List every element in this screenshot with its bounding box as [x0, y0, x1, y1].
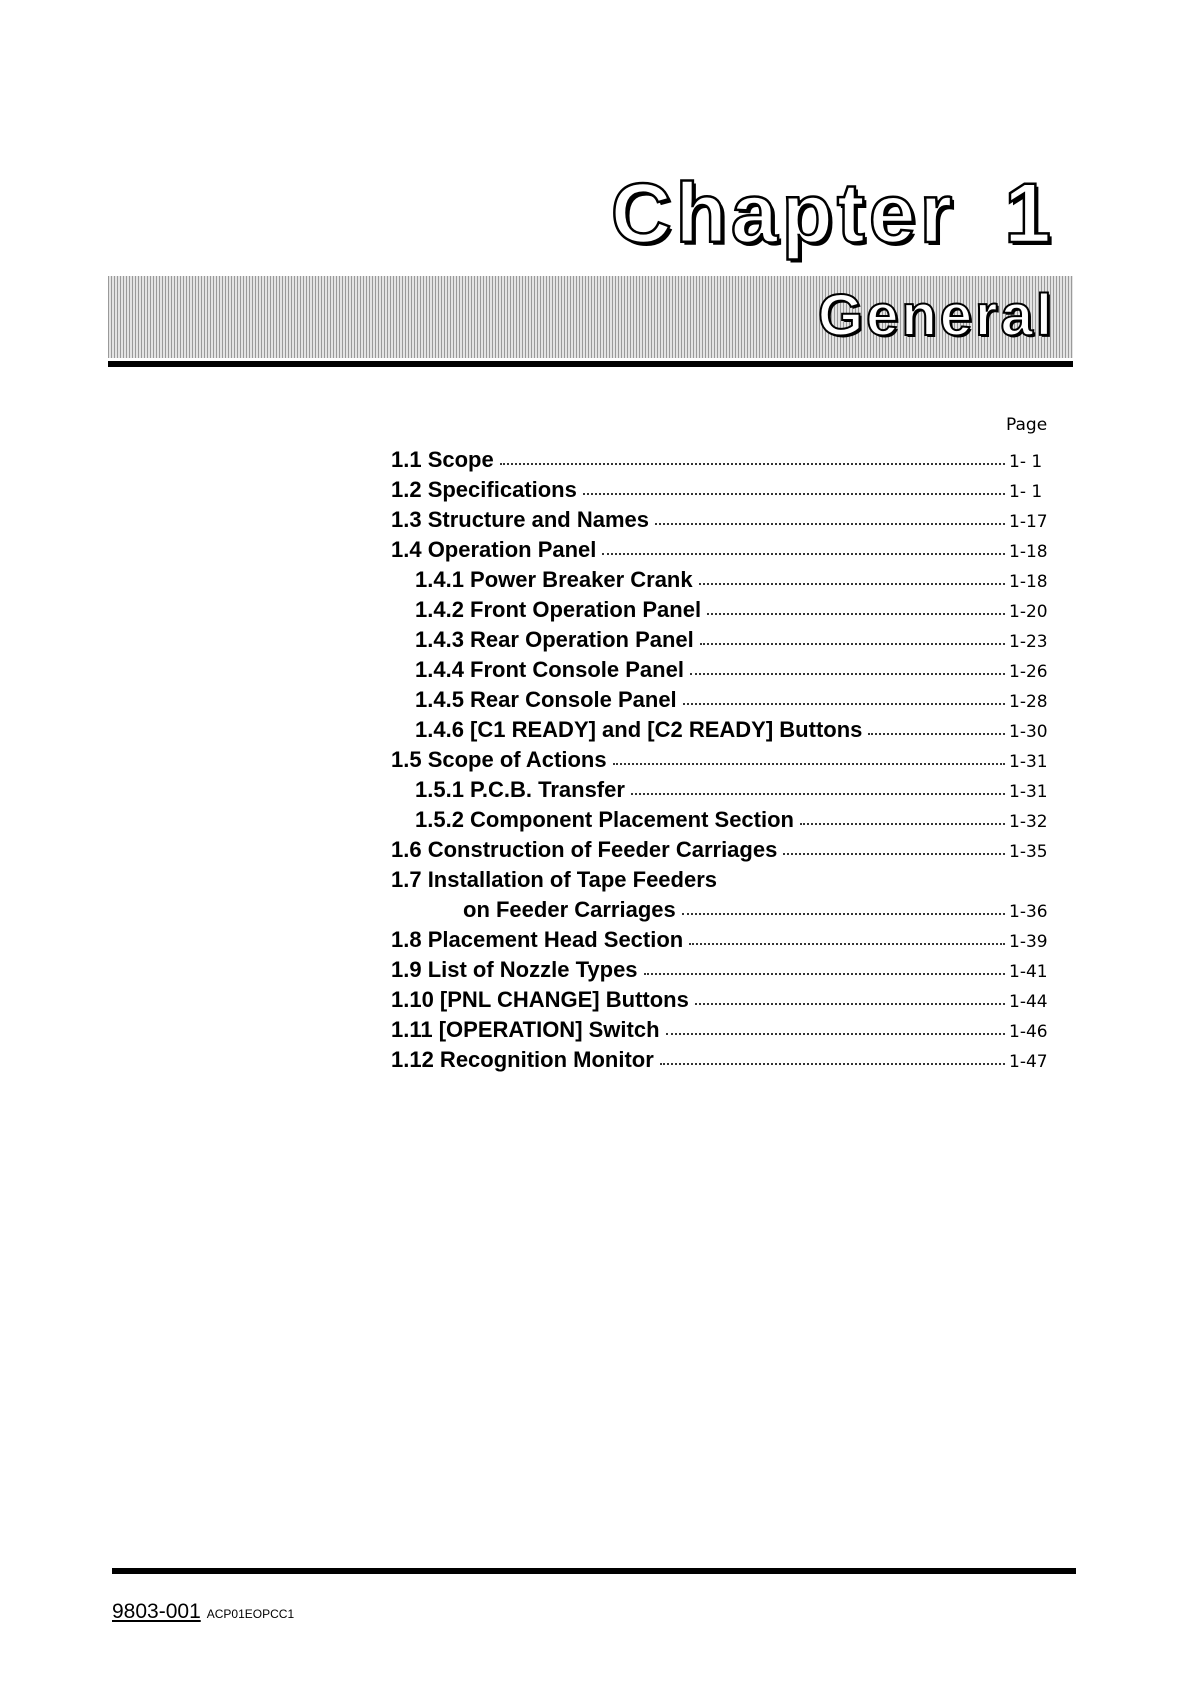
toc-entry-label: 1.5.1 P.C.B. Transfer — [415, 777, 625, 802]
toc-entry-label: 1.4.3 Rear Operation Panel — [415, 627, 694, 652]
toc-entry[interactable] — [391, 445, 1053, 475]
toc-dot-leader — [690, 673, 1005, 675]
toc-entry[interactable] — [391, 805, 1053, 835]
toc-entry-page: 1-20 — [1009, 602, 1048, 622]
toc-entry-label: 1.12 Recognition Monitor — [391, 1047, 654, 1072]
toc-entry[interactable] — [391, 685, 1053, 715]
chapter-title — [611, 165, 1055, 262]
toc-entry[interactable] — [391, 595, 1053, 625]
toc-entry[interactable] — [391, 1015, 1053, 1045]
toc-entry-page: 1-28 — [1009, 692, 1048, 712]
toc-dot-leader — [700, 643, 1005, 645]
banner-title: General — [818, 283, 1055, 348]
document-code: 9803-001 — [112, 1600, 201, 1623]
toc-dot-leader — [631, 793, 1005, 795]
toc-entry-page: 1- 1 — [1009, 482, 1043, 502]
toc-entry-page: 1- 1 — [1009, 452, 1043, 472]
toc-entry-label: 1.6 Construction of Feeder Carriages — [391, 837, 778, 862]
toc-dot-leader — [695, 1003, 1005, 1005]
toc-entry-page: 1-31 — [1009, 752, 1048, 772]
toc-entry-label: 1.4.2 Front Operation Panel — [415, 597, 702, 622]
toc-dot-leader — [683, 703, 1005, 705]
toc-dot-leader — [500, 463, 1005, 465]
footer — [112, 1600, 294, 1624]
toc-entry-page: 1-23 — [1009, 632, 1048, 652]
toc-dot-leader — [655, 523, 1005, 525]
toc-dot-leader — [660, 1063, 1005, 1065]
toc-entry-page: 1-39 — [1009, 932, 1048, 952]
toc-entry-label: 1.9 List of Nozzle Types — [391, 957, 638, 982]
toc-entry-page: 1-30 — [1009, 722, 1048, 742]
toc-entry-page: 1-18 — [1009, 572, 1048, 592]
toc-entry[interactable] — [391, 505, 1053, 535]
toc-entry[interactable] — [391, 865, 1053, 895]
toc-entry-page: 1-46 — [1009, 1022, 1048, 1042]
toc-dot-leader — [583, 493, 1005, 495]
toc-entry-label: 1.8 Placement Head Section — [391, 927, 684, 952]
toc-entry[interactable] — [391, 775, 1053, 805]
toc-entry[interactable] — [391, 1045, 1053, 1075]
table-of-contents — [391, 445, 1053, 1075]
toc-page-header: Page — [1006, 415, 1048, 435]
toc-entry[interactable] — [391, 475, 1053, 505]
toc-entry-page: 1-35 — [1009, 842, 1048, 862]
toc-dot-leader — [602, 553, 1005, 555]
toc-entry[interactable] — [391, 625, 1053, 655]
toc-entry[interactable] — [391, 565, 1053, 595]
toc-dot-leader — [644, 973, 1005, 975]
toc-entry-label: 1.11 [OPERATION] Switch — [391, 1017, 660, 1042]
toc-entry-page: 1-17 — [1009, 512, 1048, 532]
toc-dot-leader — [868, 733, 1005, 735]
toc-entry-label: 1.1 Scope — [391, 447, 494, 472]
toc-entry-label: 1.10 [PNL CHANGE] Buttons — [391, 987, 689, 1012]
toc-entry[interactable] — [391, 835, 1053, 865]
footer-rule — [112, 1568, 1076, 1574]
chapter-label: Chapter — [610, 166, 957, 260]
toc-entry[interactable] — [391, 985, 1053, 1015]
toc-entry[interactable] — [391, 535, 1053, 565]
toc-dot-leader — [800, 823, 1005, 825]
toc-entry-label: 1.5 Scope of Actions — [391, 747, 607, 772]
toc-entry-label: 1.4.5 Rear Console Panel — [415, 687, 677, 712]
toc-entry[interactable] — [391, 745, 1053, 775]
toc-dot-leader — [666, 1033, 1005, 1035]
toc-entry-label: 1.4.6 [C1 READY] and [C2 READY] Buttons — [415, 717, 863, 742]
toc-entry[interactable] — [391, 955, 1053, 985]
toc-dot-leader — [783, 853, 1005, 855]
toc-dot-leader — [707, 613, 1005, 615]
toc-entry-page: 1-31 — [1009, 782, 1048, 802]
toc-dot-leader — [689, 943, 1005, 945]
toc-entry[interactable] — [391, 895, 1053, 925]
toc-entry-label: 1.3 Structure and Names — [391, 507, 649, 532]
toc-dot-leader — [613, 763, 1005, 765]
toc-entry[interactable] — [391, 655, 1053, 685]
toc-entry-page: 1-41 — [1009, 962, 1048, 982]
toc-entry-label: 1.4.1 Power Breaker Crank — [415, 567, 693, 592]
chapter-number: 1 — [1004, 166, 1055, 260]
toc-entry-page: 1-44 — [1009, 992, 1048, 1012]
toc-entry-page: 1-26 — [1009, 662, 1048, 682]
toc-dot-leader — [699, 583, 1005, 585]
toc-entry-label: 1.4.4 Front Console Panel — [415, 657, 684, 682]
toc-entry-label: 1.2 Specifications — [391, 477, 577, 502]
toc-entry-label: 1.5.2 Component Placement Section — [415, 807, 794, 832]
toc-entry-page: 1-18 — [1009, 542, 1048, 562]
toc-entry-label: 1.7 Installation of Tape Feeders — [391, 867, 718, 892]
toc-entry-page: 1-47 — [1009, 1052, 1048, 1072]
toc-entry[interactable] — [391, 715, 1053, 745]
toc-entry[interactable] — [391, 925, 1053, 955]
toc-entry-page: 1-36 — [1009, 902, 1048, 922]
document-subcode: ACP01EOPCC1 — [206, 1607, 295, 1621]
toc-dot-leader — [682, 913, 1005, 915]
banner-rule — [108, 361, 1073, 367]
toc-entry-label: 1.4 Operation Panel — [391, 537, 597, 562]
toc-entry-page: 1-32 — [1009, 812, 1048, 832]
toc-entry-label: on Feeder Carriages — [463, 897, 676, 922]
